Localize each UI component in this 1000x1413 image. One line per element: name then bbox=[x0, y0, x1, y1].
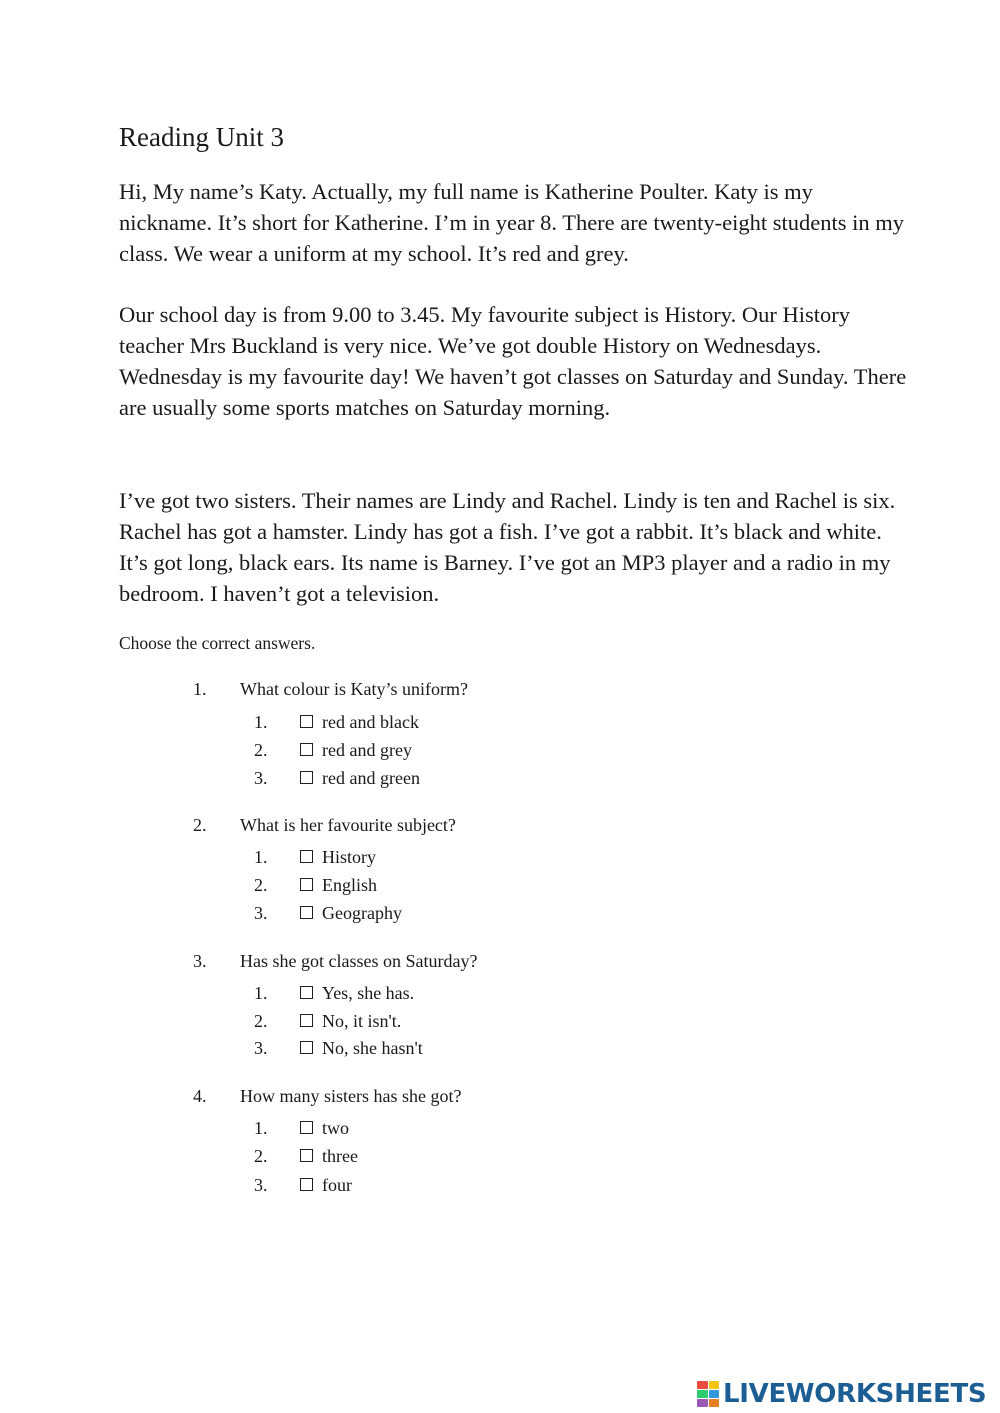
brand-name: LIVEWORKSHEETS bbox=[723, 1379, 987, 1409]
option-label: red and black bbox=[322, 712, 419, 732]
question-text: What is her favourite subject? bbox=[240, 815, 456, 835]
checkbox[interactable] bbox=[300, 1041, 313, 1054]
answer-option[interactable] bbox=[0, 1171, 1000, 1199]
checkbox[interactable] bbox=[300, 986, 313, 999]
answer-option[interactable] bbox=[0, 736, 1000, 764]
answer-option[interactable] bbox=[0, 979, 1000, 1007]
question-number: 1. bbox=[193, 679, 207, 699]
option-number: 3. bbox=[254, 903, 268, 923]
option-number: 1. bbox=[254, 712, 268, 732]
question-number: 4. bbox=[193, 1086, 207, 1106]
option-number: 3. bbox=[254, 1175, 268, 1195]
answer-option[interactable] bbox=[0, 764, 1000, 792]
instruction-text: Choose the correct answers. bbox=[119, 633, 316, 653]
option-number: 1. bbox=[254, 1118, 268, 1138]
logo-tile bbox=[709, 1390, 720, 1398]
option-label: English bbox=[322, 875, 378, 895]
logo-tile bbox=[697, 1399, 708, 1407]
option-number: 2. bbox=[254, 875, 268, 895]
option-label: No, it isn't. bbox=[322, 1011, 402, 1031]
logo-tile bbox=[709, 1381, 720, 1389]
question-number: 3. bbox=[193, 951, 207, 971]
answer-option[interactable] bbox=[0, 871, 1000, 899]
option-label: four bbox=[322, 1175, 352, 1195]
option-label: No, she hasn't bbox=[322, 1038, 423, 1058]
answer-option[interactable] bbox=[0, 899, 1000, 927]
option-label: three bbox=[322, 1146, 358, 1166]
question-text: How many sisters has she got? bbox=[240, 1086, 462, 1106]
logo-tile bbox=[697, 1381, 708, 1389]
answer-option[interactable] bbox=[0, 1142, 1000, 1170]
answer-option[interactable] bbox=[0, 1114, 1000, 1142]
liveworksheets-brand bbox=[697, 1378, 986, 1410]
checkbox[interactable] bbox=[300, 1149, 313, 1162]
option-number: 2. bbox=[254, 1011, 268, 1031]
checkbox[interactable] bbox=[300, 715, 313, 728]
question-text: Has she got classes on Saturday? bbox=[240, 951, 478, 971]
option-label: red and grey bbox=[322, 740, 412, 760]
logo-tile bbox=[709, 1399, 720, 1407]
option-label: History bbox=[322, 847, 376, 867]
answer-option[interactable] bbox=[0, 708, 1000, 736]
checkbox[interactable] bbox=[300, 743, 313, 756]
checkbox[interactable] bbox=[300, 1014, 313, 1027]
checkbox[interactable] bbox=[300, 850, 313, 863]
option-number: 2. bbox=[254, 740, 268, 760]
checkbox[interactable] bbox=[300, 1178, 313, 1191]
checkbox[interactable] bbox=[300, 771, 313, 784]
option-number: 1. bbox=[254, 847, 268, 867]
checkbox[interactable] bbox=[300, 878, 313, 891]
reading-paragraph-2: Our school day is from 9.00 to 3.45. My favourite subject is History. Our History teacher Mrs Buckland is very nice. We’ve got double History on Wednesdays. Wednesday is my favourite day! We haven’t got classes on Saturday and Sunday. There are usually some sports matches on Saturday morning. bbox=[119, 302, 907, 420]
option-label: Geography bbox=[322, 903, 402, 923]
answer-option[interactable] bbox=[0, 1007, 1000, 1035]
checkbox[interactable] bbox=[300, 1121, 313, 1134]
question-number: 2. bbox=[193, 815, 207, 835]
question-text: What colour is Katy’s uniform? bbox=[240, 679, 468, 699]
option-label: red and green bbox=[322, 768, 420, 788]
liveworksheets-logo-icon bbox=[697, 1381, 719, 1407]
answer-option[interactable] bbox=[0, 843, 1000, 871]
page-title: Reading Unit 3 bbox=[119, 122, 284, 152]
checkbox[interactable] bbox=[300, 906, 313, 919]
option-number: 2. bbox=[254, 1146, 268, 1166]
reading-paragraph-3: I’ve got two sisters. Their names are Lindy and Rachel. Lindy is ten and Rachel is six. Rachel has got a hamster. Lindy has got a fish. I’ve got a rabbit. It’s black and white. It’s got long, black ears. Its name is Barney. I’ve got an MP3 player and a radio in my bedroom. I haven’t got a television. bbox=[119, 488, 896, 606]
answer-option[interactable] bbox=[0, 1034, 1000, 1062]
option-label: two bbox=[322, 1118, 349, 1138]
logo-tile bbox=[697, 1390, 708, 1398]
reading-paragraph-1: Hi, My name’s Katy. Actually, my full name is Katherine Poulter. Katy is my nickname. It’s short for Katherine. I’m in year 8. There are twenty-eight students in my class. We wear a uniform at my school. It’s red and grey. bbox=[119, 179, 904, 266]
option-number: 3. bbox=[254, 1038, 268, 1058]
option-label: Yes, she has. bbox=[322, 983, 415, 1003]
option-number: 3. bbox=[254, 768, 268, 788]
option-number: 1. bbox=[254, 983, 268, 1003]
